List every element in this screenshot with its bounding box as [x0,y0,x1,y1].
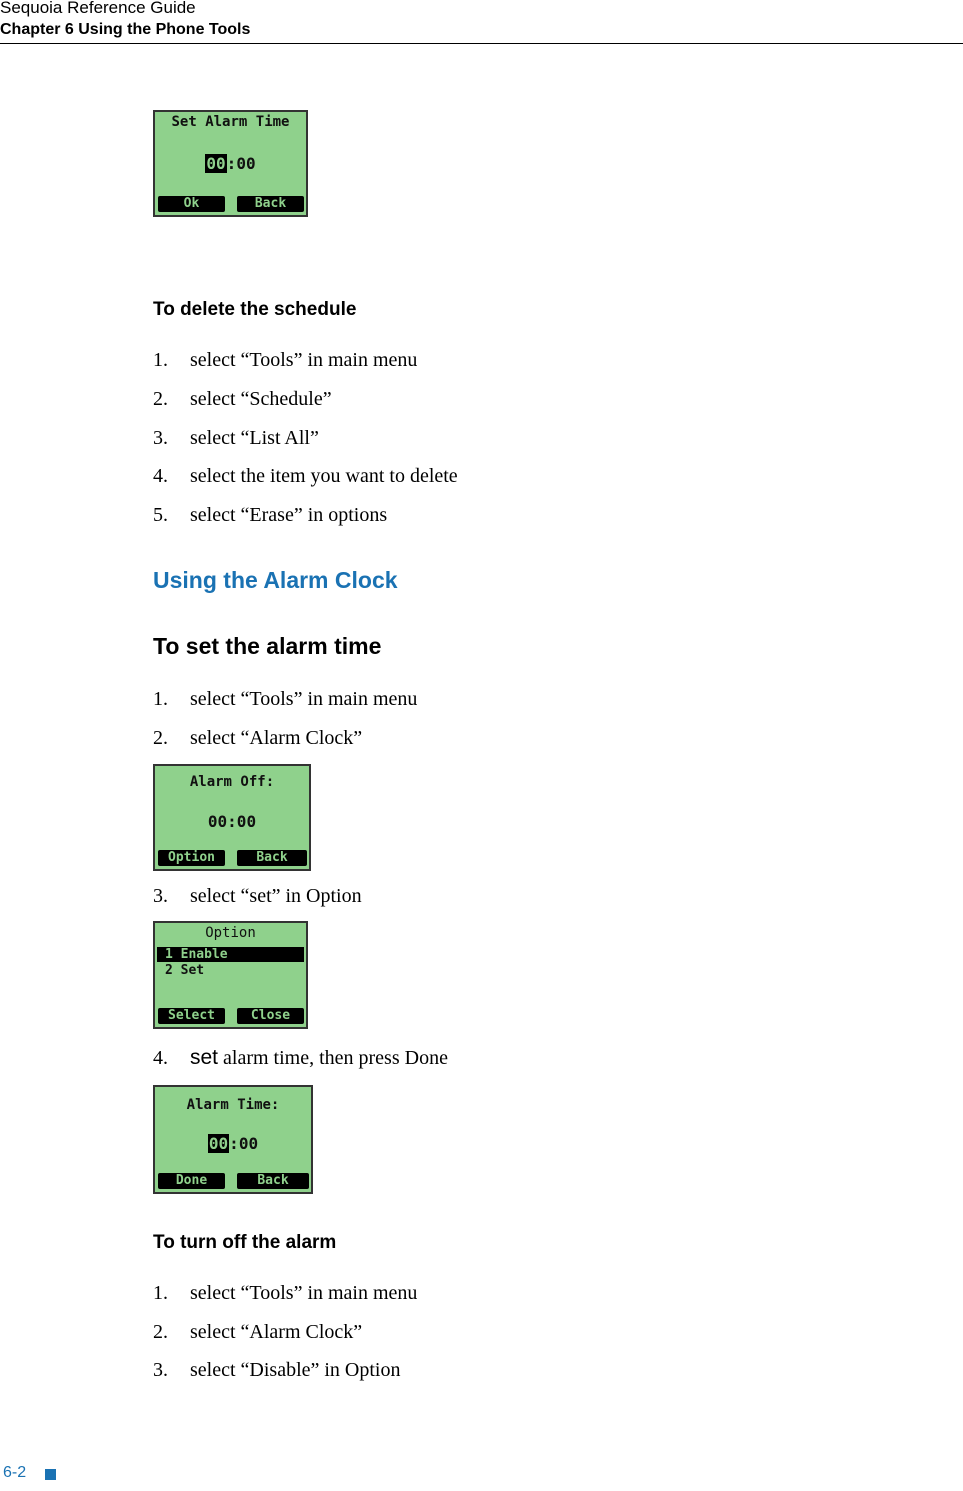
done-softkey: Done [158,1173,225,1189]
minute-value: 00 [236,154,256,173]
time-separator: : [229,1134,239,1153]
minute-value: 00 [238,1134,259,1153]
list-item: 3. select “Disable” in Option [153,1359,401,1381]
ok-softkey: Ok [158,196,225,212]
screen-title: Alarm Off: [189,774,275,790]
menu-item-enable: 1 Enable [157,947,304,962]
close-softkey: Close [237,1008,304,1024]
header-divider [0,43,963,44]
delete-schedule-heading: To delete the schedule [153,299,357,320]
list-item: 2. select “Schedule” [153,388,332,410]
chapter-title: Chapter 6 Using the Phone Tools [0,21,251,38]
list-item: 2. select “Alarm Clock” [153,727,363,749]
screen-title: Alarm Time: [186,1097,280,1113]
set-alarm-heading: To set the alarm time [153,633,382,659]
screen-title: Set Alarm Time [171,114,290,130]
list-item: 2. select “Alarm Clock” [153,1321,363,1343]
time-display [155,1134,311,1153]
alarm-off-screen [153,764,311,871]
back-softkey: Back [237,196,304,212]
list-item: 4. select the item you want to delete [153,465,458,487]
list-item: 5. select “Erase” in options [153,504,388,526]
set-alarm-time-screen [153,110,308,217]
back-softkey: Back [237,1173,309,1189]
section-heading: Using the Alarm Clock [153,567,398,593]
list-item: 3. select “List All” [153,427,319,449]
list-item: 3. select “set” in Option [153,885,362,907]
select-softkey: Select [158,1008,225,1024]
option-softkey: Option [158,850,225,866]
time-display: 00:00 [207,812,257,831]
hour-value: 00 [208,1134,229,1153]
list-item: 1. select “Tools” in main menu [153,1282,418,1304]
screen-title: Option [205,925,256,941]
footer-square-icon [45,1469,56,1480]
option-menu-screen [153,921,308,1029]
list-item: 1. select “Tools” in main menu [153,688,418,710]
turn-off-alarm-heading: To turn off the alarm [153,1232,337,1253]
alarm-time-screen [153,1085,313,1194]
hour-value: 00 [206,154,226,173]
time-separator: : [226,154,237,173]
time-display [155,154,306,173]
list-item: 4. set alarm time, then press Done [153,1046,448,1069]
list-item: 1. select “Tools” in main menu [153,349,418,371]
back-softkey: Back [237,850,307,866]
page-number: 6-2 [3,1464,27,1481]
menu-item-set: 2 Set [165,963,205,978]
guide-title: Sequoia Reference Guide [0,0,196,17]
